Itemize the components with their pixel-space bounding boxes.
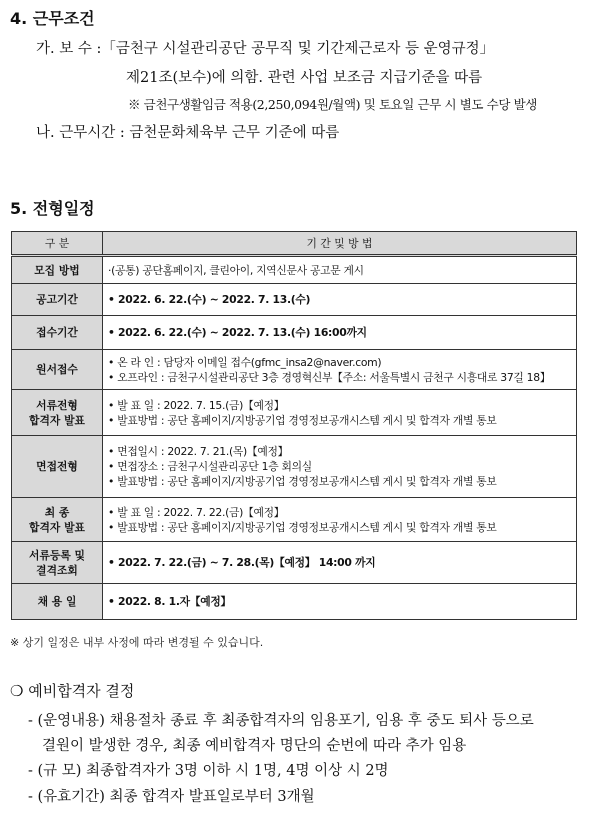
row-detail-line: • 발표방법 : 공단 홈페이지/지방공기업 경영정보공개시스템 게시 및 합격자 개별 통보 bbox=[108, 475, 497, 488]
row-category bbox=[12, 350, 103, 390]
row-category-text: 면접전형 bbox=[36, 460, 78, 473]
row-detail-line: • 발 표 일 : 2022. 7. 15.(금)【예정】 bbox=[108, 398, 285, 412]
row-detail-line: • 2022. 8. 1.자【예정】 bbox=[108, 595, 232, 608]
row-detail bbox=[103, 350, 577, 390]
row-category bbox=[12, 284, 103, 316]
row-detail-line: • 2022. 7. 22.(금) ~ 7. 28.(목)【예정】 14:00 까지 bbox=[108, 556, 376, 569]
row-detail-line: • 발표방법 : 공단 홈페이지/지방공기업 경영정보공개시스템 게시 및 합격자 개별 통보 bbox=[108, 520, 497, 534]
table-row bbox=[12, 256, 577, 284]
row-detail-line: • 온 라 인 : 담당자 이메일 접수(gfmc_insa2@naver.com) bbox=[108, 355, 382, 369]
pay-line-1: 가. 보 수 :「금천구 시설관리공단 공무직 및 기간제근로자 등 운영규정」 bbox=[36, 41, 495, 57]
reserve-item3: - (유효기간) 최종 합격자 발표일로부터 3개월 bbox=[28, 789, 315, 805]
row-category bbox=[12, 498, 103, 542]
row-category-text: 합격자 발표 bbox=[29, 520, 85, 534]
row-detail bbox=[103, 584, 577, 620]
row-category bbox=[12, 542, 103, 584]
work-hours-line: 나. 근무시간 : 금천문화체육부 근무 기준에 따름 bbox=[36, 125, 340, 141]
row-detail bbox=[103, 542, 577, 584]
row-detail-line: • 2022. 6. 22.(수) ~ 2022. 7. 13.(수) bbox=[108, 293, 311, 306]
reserve-item2: - (규 모) 최종합격자가 3명 이하 시 1명, 4명 이상 시 2명 bbox=[28, 763, 389, 779]
row-category-text: 서류전형 bbox=[36, 398, 78, 412]
header-category: 구 분 bbox=[12, 232, 103, 256]
row-category-text: 공고기간 bbox=[36, 293, 78, 306]
row-detail bbox=[103, 498, 577, 542]
table-row bbox=[12, 284, 577, 316]
row-category-text: 결격조회 bbox=[36, 563, 78, 577]
row-category-text: 원서접수 bbox=[36, 363, 78, 376]
table-row bbox=[12, 584, 577, 620]
row-detail bbox=[103, 284, 577, 316]
section4-title: 4. 근무조건 bbox=[10, 9, 95, 28]
row-detail-line: • 발 표 일 : 2022. 7. 22.(금)【예정】 bbox=[108, 505, 285, 519]
row-detail-line: • 발표방법 : 공단 홈페이지/지방공기업 경영정보공개시스템 게시 및 합격자 개별 통보 bbox=[108, 413, 497, 427]
section5-title: 5. 전형일정 bbox=[10, 199, 95, 218]
row-category-text: 모집 방법 bbox=[34, 263, 80, 277]
row-detail bbox=[103, 436, 577, 498]
header-detail: 기 간 및 방 법 bbox=[103, 232, 577, 256]
schedule-table bbox=[11, 231, 577, 620]
row-category-text: 서류등록 및 bbox=[29, 548, 85, 562]
row-category bbox=[12, 256, 103, 284]
row-detail bbox=[103, 316, 577, 350]
table-row bbox=[12, 390, 577, 436]
row-category-text: 채 용 일 bbox=[37, 595, 77, 608]
table-row bbox=[12, 316, 577, 350]
row-detail-line: • 면접장소 : 금천구시설관리공단 1층 회의실 bbox=[108, 460, 312, 473]
row-detail-line: ·(공통) 공단홈페이지, 클린아이, 지역신문사 공고문 게시 bbox=[108, 263, 364, 277]
schedule-footnote: ※ 상기 일정은 내부 사정에 따라 변경될 수 있습니다. bbox=[10, 636, 264, 649]
table-row bbox=[12, 350, 577, 390]
row-detail bbox=[103, 256, 577, 284]
row-detail bbox=[103, 390, 577, 436]
reserve-item1-line1: - (운영내용) 채용절차 종료 후 최종합격자의 임용포기, 임용 후 중도 퇴사 등으로 bbox=[28, 713, 534, 729]
table-header-row bbox=[12, 232, 577, 256]
reserve-item1-line2: 결원이 발생한 경우, 최종 예비합격자 명단의 순번에 따라 추가 임용 bbox=[42, 738, 467, 754]
pay-line-2: 제21조(보수)에 의함. 관련 사업 보조금 지급기준을 따름 bbox=[126, 70, 483, 86]
row-category bbox=[12, 390, 103, 436]
row-detail-line: • 2022. 6. 22.(수) ~ 2022. 7. 13.(수) 16:00까지 bbox=[108, 326, 367, 339]
table-row bbox=[12, 436, 577, 498]
row-category bbox=[12, 436, 103, 498]
row-category bbox=[12, 584, 103, 620]
pay-note: ※ 금천구생활임금 적용(2,250,094원/월액) 및 토요일 근무 시 별도 수당 발생 bbox=[128, 97, 537, 112]
row-category-text: 최 종 bbox=[44, 505, 70, 519]
row-category-text: 합격자 발표 bbox=[29, 413, 85, 427]
reserve-heading: ❍ 예비합격자 결정 bbox=[10, 682, 135, 700]
row-detail-line: • 오프라인 : 금천구시설관리공단 3층 경영혁신부【주소: 서울특별시 금천구 시흥대로 37길 18】 bbox=[108, 370, 551, 384]
table-row bbox=[12, 542, 577, 584]
row-category bbox=[12, 316, 103, 350]
row-detail-line: • 면접일시 : 2022. 7. 21.(목)【예정】 bbox=[108, 445, 289, 458]
table-row bbox=[12, 498, 577, 542]
row-category-text: 접수기간 bbox=[36, 326, 78, 339]
